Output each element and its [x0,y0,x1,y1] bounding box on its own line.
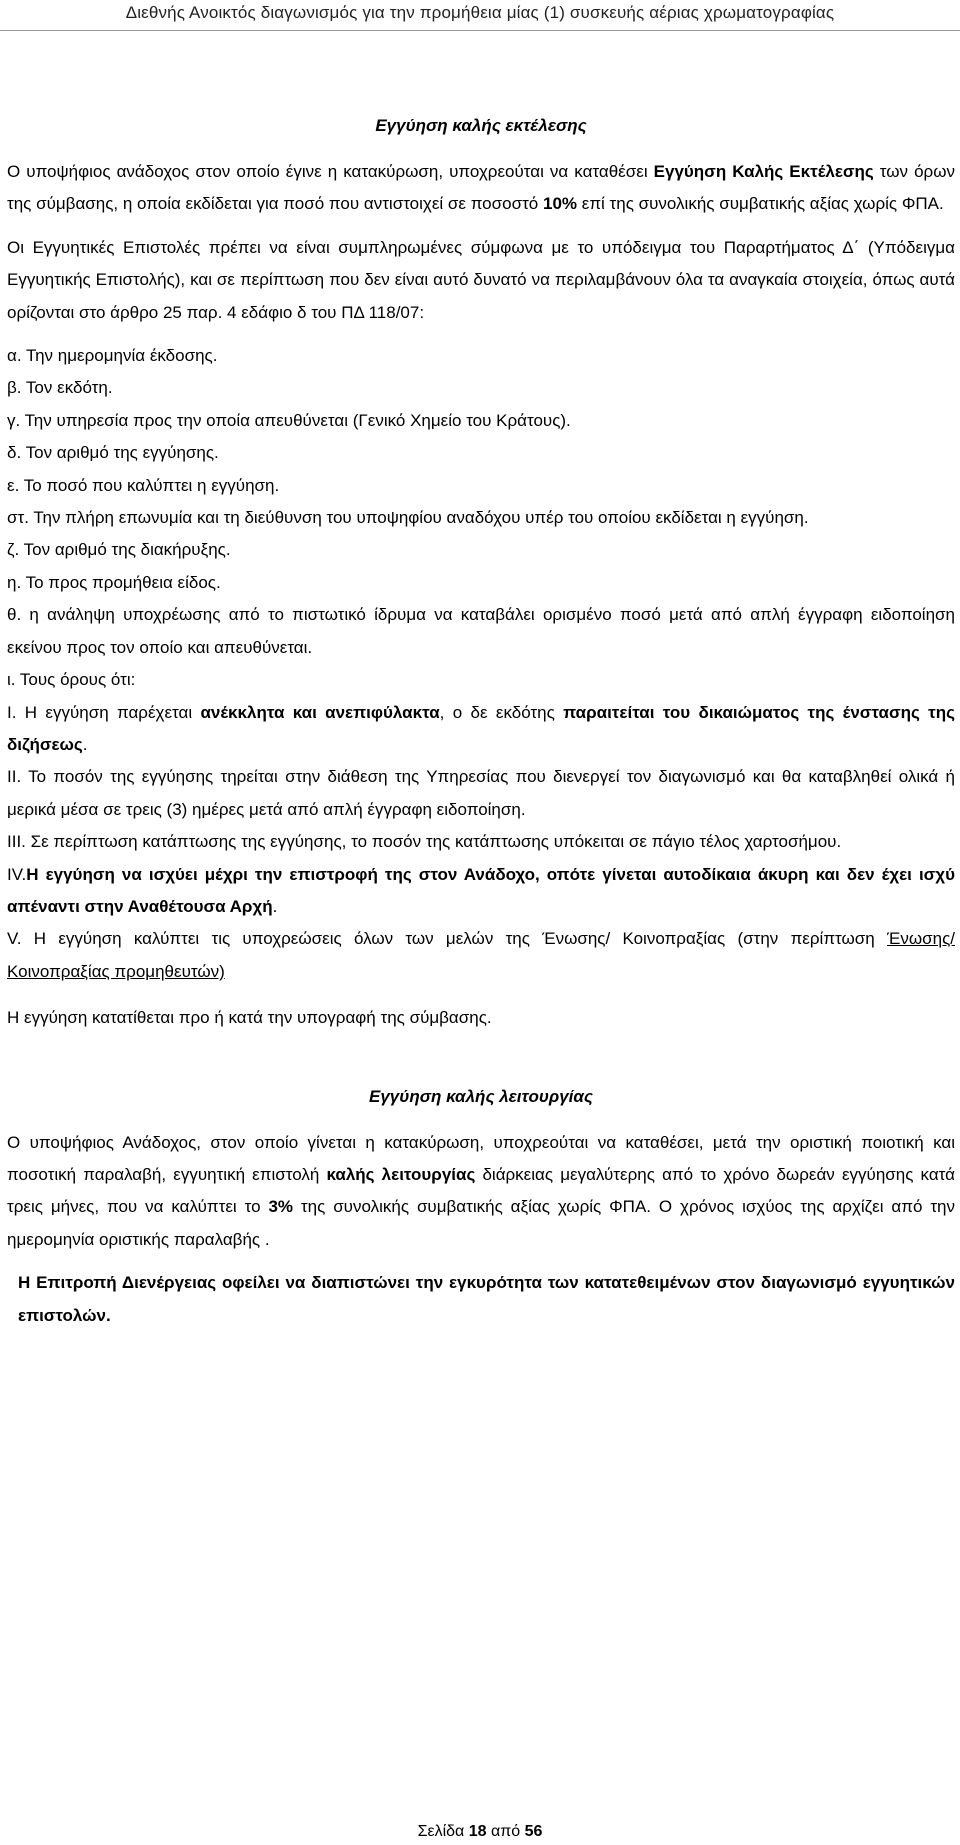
list-item: α. Την ημερομηνία έκδοσης. [7,346,218,366]
paragraph-submission-time: Η εγγύηση κατατίθεται προ ή κατά την υπογραφή της σύμβασης. [7,1008,492,1028]
paragraph-operation-guarantee: Ο υποψήφιος Ανάδοχος, στον οποίο γίνεται η κατακύρωση, υποχρεούται να καταθέσει, μετά την οριστική ποιοτική και ποσοτική παραλαβή, εγγυητική επιστολή καλής λειτουργίας διάρκειας μεγαλύτερης από το χρόνο δωρεάν εγγύησης κατά τρεις μήνες, που να καλύπτει το 3% της συνολικής συμβατικής αξίας χωρίς ΦΠΑ. Ο χρόνος ισχύος της αρχίζει από την ημερομηνία οριστικής παραλαβής . [7,1132,956,1249]
list-item: δ. Τον αριθμό της εγγύησης. [7,443,219,463]
list-item: ζ. Τον αριθμό της διακήρυξης. [7,540,231,560]
term-item: ΙΙ. Το ποσόν της εγγύησης τηρείται στην διάθεση της Υπηρεσίας που διενεργεί τον διαγωνισμό και θα καταβληθεί ολικά ή μερικά μέσα σε τρεις (3) ημέρες μετά από απλή έγγραφη ειδοποίηση. [7,767,955,819]
page-header: Διεθνής Ανοικτός διαγωνισμός για την προμήθεια μίας (1) συσκευής αέριας χρωματογραφίας [0,0,960,31]
list-item: στ. Την πλήρη επωνυμία και τη διεύθυνση του υποψηφίου αναδόχου υπέρ του οποίου εκδίδεται η εγγύηση. [7,508,809,528]
section-title-performance-guarantee: Εγγύηση καλής εκτέλεσης [375,116,587,135]
section-title-operation-guarantee: Εγγύηση καλής λειτουργίας [369,1086,593,1106]
paragraph-performance-guarantee: Ο υποψήφιος ανάδοχος στον οποίο έγινε η κατακύρωση, υποχρεούται να καταθέσει Εγγύηση Καλής Εκτέλεσης των όρων της σύμβασης, η οποία εκδίδεται για ποσό που αντιστοιχεί σε ποσοστό 10% επί της συνολικής συμβατικής αξίας χωρίς ΦΠΑ. [7,162,955,214]
list-item: θ. η ανάληψη υποχρέωσης από το πιστωτικό ίδρυμα να καταβάλει ορισμένο ποσό μετά από απλή έγγραφη ειδοποίηση εκείνου προς τον οποίο και απευθύνεται. [7,605,955,657]
requirements-list [7,340,955,696]
document-body [7,110,955,1332]
list-item: β. Τον εκδότη. [7,378,113,398]
page-footer: Σελίδα 18 από 56 [417,1823,543,1840]
list-item: γ. Την υπηρεσία προς την οποία απευθύνεται (Γενικό Χημείο του Κράτους). [7,410,571,430]
page-total: 56 [524,1823,543,1840]
term-item: Ι. Η εγγύηση παρέχεται ανέκκλητα και ανεπιφύλακτα, ο δε εκδότης παραιτείται του δικαιώματος της ένστασης της διζήσεως. [7,702,955,754]
list-item: η. Το προς προμήθεια είδος. [7,572,221,592]
term-item: V. Η εγγύηση καλύπτει τις υποχρεώσεις όλων των μελών της Ένωσης/ Κοινοπραξίας (στην περίπτωση Ένωσης/ Κοινοπραξίας προμηθευτών) [7,929,955,981]
list-item: ι. Τους όρους ότι: [7,670,136,690]
page-number: 18 [468,1823,487,1840]
list-item: ε. Το ποσό που καλύπτει η εγγύηση. [7,475,280,495]
paragraph-letter-requirements: Οι Εγγυητικές Επιστολές πρέπει να είναι συμπληρωμένες σύμφωνα με το υπόδειγμα του Παραρτήματος Δ΄ (Υπόδειγμα Εγγυητικής Επιστολής), και σε περίπτωση που δεν είναι αυτό δυνατό να περιλαμβάνουν όλα τα αναγκαία στοιχεία, όπως αυτά ορίζονται στο άρθρο 25 παρ. 4 εδάφιο δ του ΠΔ 118/07: [7,237,955,322]
committee-note: Η Επιτροπή Διενέργειας οφείλει να διαπιστώνει την εγκυρότητα των κατατεθειμένων στον διαγωνισμό εγγυητικών επιστολών. [18,1273,955,1325]
term-item: IV.Η εγγύηση να ισχύει μέχρι την επιστροφή της στον Ανάδοχο, οπότε γίνεται αυτοδίκαια άκυρη και δεν έχει ισχύ απέναντι στην Αναθέτουσα Αρχή. [7,864,955,916]
terms-list [7,697,955,989]
term-item: ΙΙΙ. Σε περίπτωση κατάπτωσης της εγγύησης, το ποσόν της κατάπτωσης υπόκειται σε πάγιο τέλος χαρτοσήμου. [7,832,842,852]
